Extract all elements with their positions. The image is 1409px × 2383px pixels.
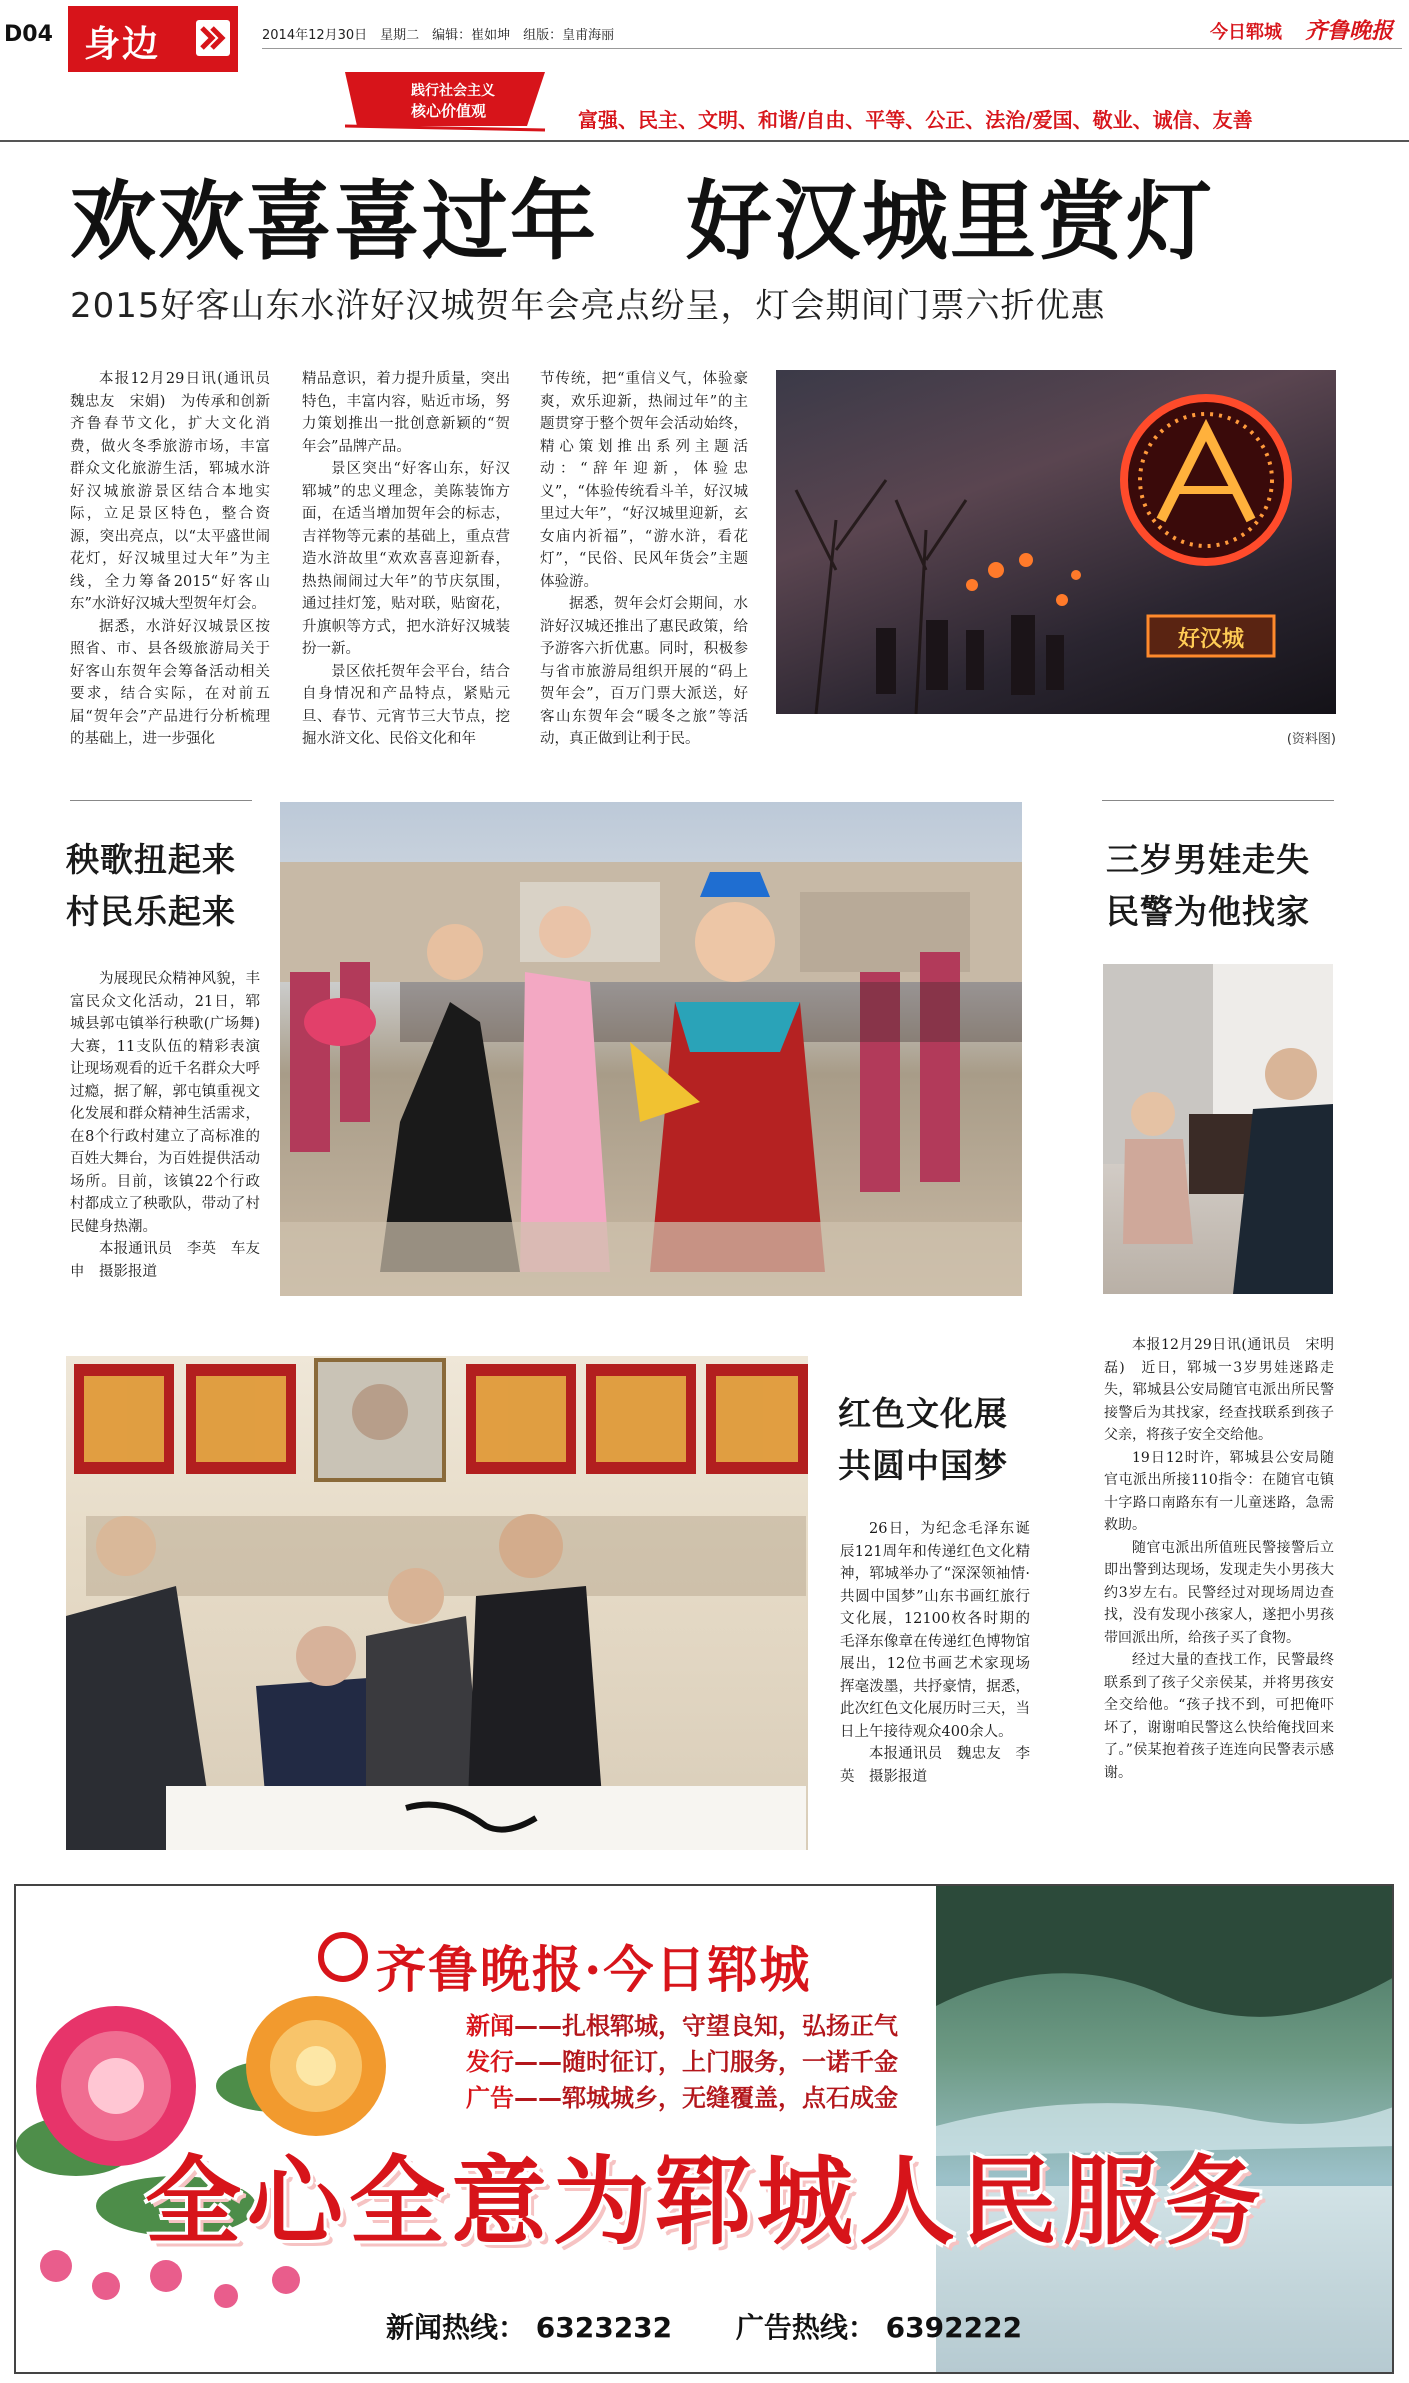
ad-hotline-number: 6392222	[885, 2311, 1023, 2344]
ad-line3-key: 广告	[466, 2084, 514, 2112]
ad-line3-text: ——郓城城乡，无缝覆盖，点石成金	[514, 2084, 898, 2112]
ad-hotlines	[386, 2306, 1022, 2346]
ad-line-2	[466, 2042, 898, 2077]
yangge-credit: 本报通讯员 李英 车友申 摄影报道	[70, 1241, 260, 1280]
ad-line1-text: ——扎根郓城，守望良知，弘扬正气	[514, 2012, 898, 2040]
page-header	[0, 0, 1409, 145]
header-bottom-rule	[0, 140, 1409, 142]
lead-col2-para: 景区依托贺年会平台，结合自身情况和产品特点，紧贴元旦、春节、元宵节三大节点，挖掘水浒文化、民俗文化和年	[302, 663, 510, 747]
masthead-logo: 齐鲁晚报	[1305, 18, 1394, 44]
date-line: 2014年12月30日 星期二 编辑：崔如坤 组版：皇甫海丽	[262, 28, 615, 43]
values-badge-line1: 践行社会主义	[411, 83, 495, 99]
boy-headline-1: 三岁男娃走失	[1106, 840, 1310, 879]
paper-name: 今日郓城	[1210, 22, 1282, 43]
page-number: D04	[4, 22, 53, 47]
boy-headline-2: 民警为他找家	[1106, 892, 1310, 931]
red-body	[840, 1518, 1030, 1788]
news-hotline-number: 6323232	[535, 2311, 673, 2344]
lead-headline: 欢欢喜喜过年 好汉城里赏灯	[70, 172, 1214, 272]
ad-hotline-label: 广告热线：	[735, 2311, 876, 2344]
boy-body-para: 随官屯派出所值班民警接警后立即出警到达现场，发现走失小男孩大约3岁左右。民警经过对现场周边查找，没有发现小孩家人，遂把小男孩带回派出所，给孩子买了食物。	[1104, 1539, 1334, 1646]
yangge-headline-1: 秧歌扭起来	[66, 840, 236, 879]
yangge-photo	[280, 802, 1022, 1296]
boy-body-para: 本报12月29日讯(通讯员 宋明磊) 近日，郓城一3岁男娃迷路走失，郓城县公安局随官屯派出所民警接警后为其找家，经查找联系到孩子父亲，将孩子安全交给他。	[1104, 1337, 1334, 1443]
red-headline-2: 共圆中国梦	[838, 1446, 1008, 1485]
section-label: 身边	[84, 24, 161, 65]
core-values-text: 富强、民主、文明、和谐/自由、平等、公正、法治/爱国、敬业、诚信、友善	[578, 108, 1253, 132]
ad-brand: 齐鲁晚报·今日郓城	[376, 1940, 812, 1999]
ad-line-1	[466, 2006, 898, 2041]
red-credit: 本报通讯员 魏忠友 李英 摄影报道	[840, 1746, 1030, 1785]
boy-body-para: 19日12时许，郓城县公安局随官屯派出所接110指令：在随官屯镇十字路口南路东有一儿童迷路，急需救助。	[1104, 1449, 1334, 1533]
lead-column-2	[302, 368, 510, 751]
values-badge-line2: 核心价值观	[411, 102, 487, 120]
boy-photo	[1103, 964, 1333, 1294]
ad-line2-key: 发行	[466, 2048, 514, 2076]
lead-col3-para: 节传统，把“重信义气，体验豪爽，欢乐迎新，热闹过年”的主题贯穿于整个贺年会活动始终，精心策划推出系列主题活动：“辞年迎新，体验忠义”，“体验传统看斗羊，好汉城里过大年”，“好汉城里迎新，玄女庙内祈福”，“游水浒，看花灯”，“民俗、民风年货会”主题体验游。	[540, 371, 748, 590]
ad-line-3	[466, 2078, 898, 2113]
double-chevron-icon	[196, 20, 230, 56]
lead-column-3	[540, 368, 748, 751]
ad-slogan: 全心全意为郓城人民服务	[145, 2146, 1267, 2258]
values-badge	[345, 68, 555, 134]
photo-credit: (资料图)	[1286, 732, 1336, 747]
lead-col3-para: 据悉，贺年会灯会期间，水浒好汉城还推出了惠民政策，给予游客六折优惠。同时，积极参与省市旅游局组织开展的“码上贺年会”，百万门票大派送，好客山东贺年会“暖冬之旅”等活动，真正做到让利于民。	[540, 596, 748, 747]
section-label-box	[68, 6, 238, 72]
ad-line1-key: 新闻	[466, 2012, 514, 2040]
yangge-body	[70, 968, 260, 1283]
lead-col2-para: 精品意识，着力提升质量，突出特色，丰富内容，贴近市场，努力策划推出一批创意新颖的“贺年会”品牌产品。	[302, 371, 510, 455]
red-headline-1: 红色文化展	[838, 1394, 1008, 1433]
ad-frame	[14, 1884, 1394, 2374]
lead-column-1	[70, 368, 285, 751]
lantern-sign-text: 好汉城	[1177, 627, 1244, 652]
red-body-text: 26日，为纪念毛泽东诞辰121周年和传递红色文化精神，郓城举办了“深深领袖情·共圆中国梦”山东书画红旅行文化展，12100枚各时期的毛泽东像章在传递红色博物馆展出，12位书画艺术家现场挥毫泼墨，共抒豪情，据悉，此次红色文化展历时三天，当日上午接待观众400余人。	[840, 1521, 1030, 1740]
news-hotline-label: 新闻热线：	[386, 2311, 527, 2344]
lead-col1-para: 据悉，水浒好汉城景区按照省、市、县各级旅游局关于好客山东贺年会筹备活动相关要求，结合实际，在对前五届“贺年会”产品进行分析梳理的基础上，进一步强化	[70, 618, 270, 747]
header-rule	[262, 48, 1402, 49]
yangge-headline-2: 村民乐起来	[66, 892, 236, 931]
calligraphy-photo	[66, 1356, 808, 1850]
boy-divider	[1102, 800, 1334, 801]
lead-col1-para: 本报12月29日讯(通讯员 魏忠友 宋娟) 为传承和创新齐鲁春节文化，扩大文化消费，做火冬季旅游市场，丰富群众文化旅游生活，郓城水浒好汉城旅游景区结合本地实际，立足景区特色，整合资源，突出亮点，以“太平盛世闹花灯，好汉城里过大年”为主线，全力筹备2015“好客山东”水浒好汉城大型贺年灯会。	[70, 371, 285, 612]
lead-col2-para: 景区突出“好客山东，好汉郓城”的忠义理念，美陈装饰方面，在适当增加贺年会的标志，吉祥物等元素的基础上，重点营造水浒故里“欢欢喜喜迎新春，热热闹闹过大年”的节庆氛围，通过挂灯笼，贴对联，贴窗花，升旗帜等方式，把水浒好汉城装扮一新。	[302, 461, 510, 657]
yangge-divider	[70, 800, 252, 801]
ad-line2-text: ——随时征订，上门服务，一诺千金	[514, 2048, 898, 2076]
lead-subhead: 2015好客山东水浒好汉城贺年会亮点纷呈，灯会期间门票六折优惠	[70, 286, 1106, 326]
yangge-body-text: 为展现民众精神风貌，丰富民众文化活动，21日，郓城县郭屯镇举行秧歌(广场舞)大赛，11支队伍的精彩表演让现场观看的近千名群众大呼过瘾，据了解，郭屯镇重视文化发展和群众精神生活需求，在8个行政村建立了高标准的百姓大舞台，为百姓提供活动场所。目前，该镇22个行政村都成立了秧歌队，带动了村民健身热潮。	[70, 971, 260, 1235]
boy-body-para: 经过大量的查找工作，民警最终联系到了孩子父亲侯某，并将男孩安全交给他。“孩子找不到，可把俺吓坏了，谢谢咱民警这么快给俺找回来了。”侯某抱着孩子连连向民警表示感谢。	[1104, 1652, 1334, 1781]
lantern-photo	[776, 370, 1336, 714]
ad-logo-icon	[318, 1932, 368, 1982]
boy-body	[1104, 1334, 1334, 1784]
